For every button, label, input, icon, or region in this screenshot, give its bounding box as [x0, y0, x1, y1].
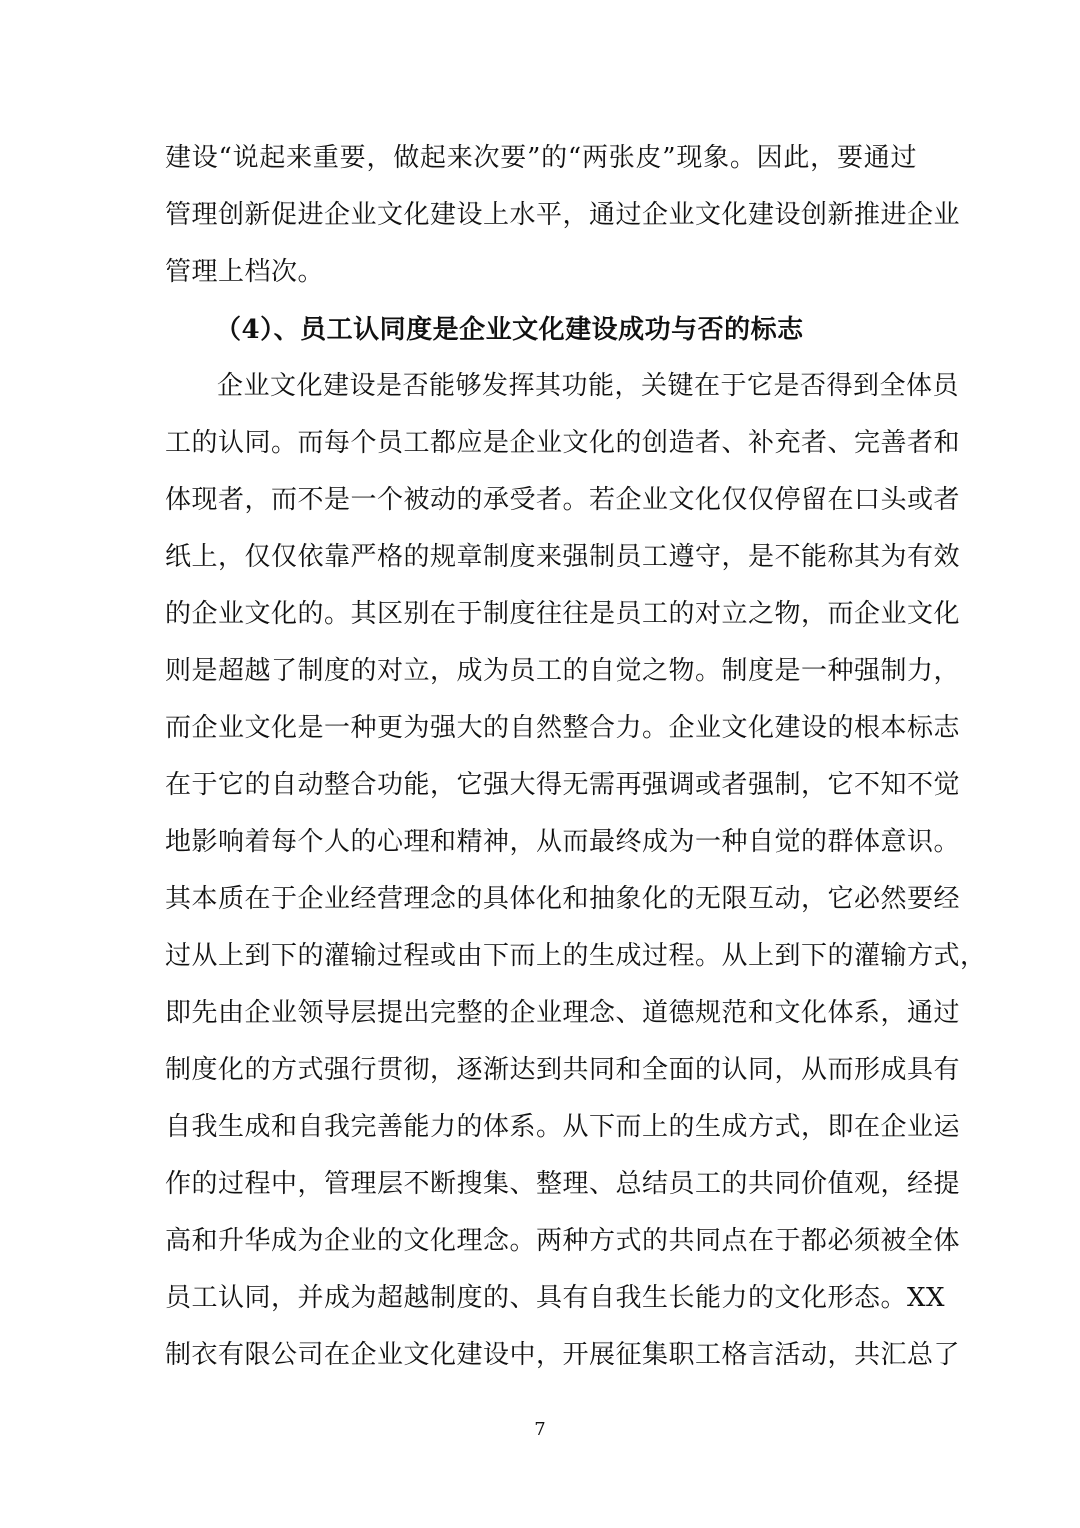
- paragraph-2-line-5: 的企业文化的。其区别在于制度往往是员工的对立之物，而企业文化: [165, 599, 961, 629]
- paragraph-2-line-12: 即先由企业领导层提出完整的企业理念、道德规范和文化体系，通过: [165, 998, 961, 1028]
- paragraph-2-line-3: 体现者，而不是一个被动的承受者。若企业文化仅仅停留在口头或者: [165, 485, 961, 515]
- paragraph-2-line-9: 地影响着每个人的心理和精神，从而最终成为一种自觉的群体意识。: [165, 827, 961, 857]
- paragraph-2-line-13: 制度化的方式强行贯彻，逐渐达到共同和全面的认同，从而形成具有: [165, 1055, 961, 1085]
- paragraph-2-line-6: 则是超越了制度的对立，成为员工的自觉之物。制度是一种强制力，: [165, 656, 961, 686]
- paragraph-2-line-8: 在于它的自动整合功能，它强大得无需再强调或者强制，它不知不觉: [165, 770, 961, 800]
- paragraph-2-line-10: 其本质在于企业经营理念的具体化和抽象化的无限互动，它必然要经: [165, 884, 961, 914]
- paragraph-2-line-11: 过从上到下的灌输过程或由下而上的生成过程。从上到下的灌输方式，: [165, 941, 987, 971]
- paragraph-2-line-15: 作的过程中，管理层不断搜集、整理、总结员工的共同价值观，经提: [165, 1169, 961, 1199]
- paragraph-2-line-4: 纸上，仅仅依靠严格的规章制度来强制员工遵守，是不能称其为有效: [165, 542, 961, 572]
- paragraph-1-line-1: 建设“说起来重要，做起来次要”的“两张皮”现象。因此，要通过: [165, 143, 917, 173]
- paragraph-2-line-1: 企业文化建设是否能够发挥其功能，关键在于它是否得到全体员: [217, 371, 960, 401]
- paragraph-1-line-2: 管理创新促进企业文化建设上水平，通过企业文化建设创新推进企业: [165, 200, 961, 230]
- paragraph-2-line-17: 员工认同，并成为超越制度的、具有自我生长能力的文化形态。XX: [165, 1283, 946, 1313]
- page-number: 7: [534, 1419, 546, 1440]
- paragraph-2-line-16: 高和升华成为企业的文化理念。两种方式的共同点在于都必须被全体: [165, 1226, 961, 1256]
- section-heading: （4）、员工认同度是企业文化建设成功与否的标志: [215, 315, 804, 345]
- paragraph-2-line-2: 工的认同。而每个员工都应是企业文化的创造者、补充者、完善者和: [165, 428, 961, 458]
- paragraph-2-line-18: 制衣有限公司在企业文化建设中，开展征集职工格言活动，共汇总了: [165, 1340, 961, 1370]
- paragraph-2-line-7: 而企业文化是一种更为强大的自然整合力。企业文化建设的根本标志: [165, 713, 961, 743]
- paragraph-2-line-14: 自我生成和自我完善能力的体系。从下而上的生成方式，即在企业运: [165, 1112, 961, 1142]
- paragraph-1-line-3: 管理上档次。: [165, 257, 325, 287]
